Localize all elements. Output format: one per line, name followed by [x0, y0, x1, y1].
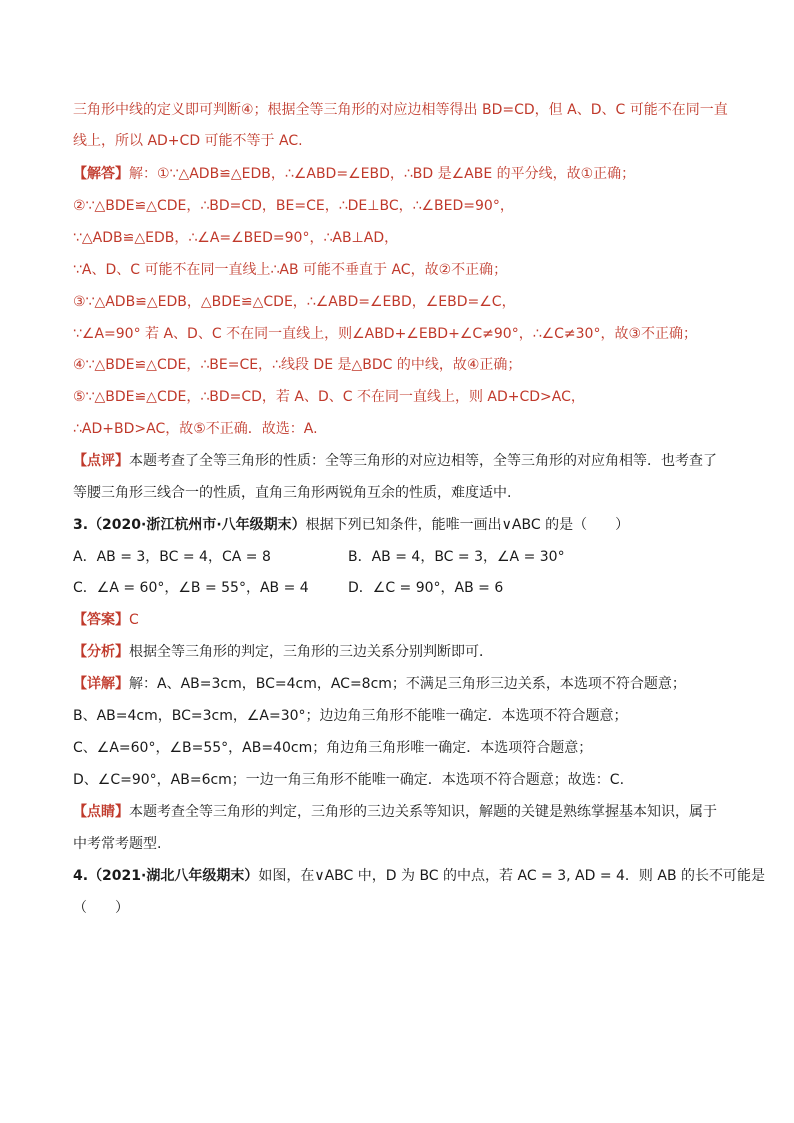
solution-text-line: ⑤∵△BDE≌△CDE，∴BD=CD，若 A、D、C 不在同一直线上，则 AD+CD>AC， — [73, 389, 585, 405]
analysis-label: 【分析】 — [73, 644, 129, 660]
question-text: 根据下列已知条件，能唯一画出∨ABC 的是（ ） — [305, 517, 630, 533]
answer-text: 解：①∵△ADB≌△EDB，∴∠ABD=∠EBD，∴BD 是∠ABE 的平分线，故①正确； — [129, 166, 636, 182]
solution-text-line: ③∵△ADB≌△EDB，△BDE≌△CDE，∴∠ABD=∠EBD，∠EBD=∠C， — [73, 294, 516, 310]
question-text: 如图，在∨ABC 中，D 为 BC 的中点，若 AC = 3, AD = 4．则 AB 的长不可能是 — [258, 868, 766, 884]
answer-row — [73, 610, 139, 630]
detail-row — [73, 674, 686, 694]
option-d: D．∠C = 90°，AB = 6 — [348, 580, 504, 596]
answer-line — [73, 164, 635, 184]
question-4-stem — [73, 866, 765, 886]
question-source: （2020·浙江杭州市·八年级期末） — [88, 517, 306, 533]
analysis-text: 根据全等三角形的判定，三角形的三边关系分别判断即可． — [129, 644, 493, 660]
solution-text-line: ②∵△BDE≌△CDE，∴BD=CD，BE=CE，∴DE⊥BC，∴∠BED=90°， — [73, 198, 514, 214]
option-c: C．∠A = 60°，∠B = 55°，AB = 4 — [73, 580, 309, 596]
detail-text: 解：A、AB=3cm，BC=4cm，AC=8cm；不满足三角形三边关系，本选项不符合题意； — [129, 676, 686, 692]
answer-blank: （ ） — [73, 900, 129, 916]
solution-text-line: 线上，所以 AD+CD 可能不等于 AC. — [73, 133, 303, 149]
analysis-row — [73, 642, 493, 662]
solution-text-line: 三角形中线的定义即可判断④；根据全等三角形的对应边相等得出 BD=CD，但 A、D、C 可能不在同一直 — [73, 102, 728, 118]
detail-text-line: B、AB=4cm，BC=3cm，∠A=30°；边边角三角形不能唯一确定．本选项不符合题意； — [73, 708, 628, 724]
question-3-stem — [73, 515, 629, 535]
comment-text: 本题考查全等三角形的判定，三角形的三边关系等知识，解题的关键是熟练掌握基本知识，属于 — [129, 804, 717, 820]
solution-text-line: ∵∠A=90° 若 A、D、C 不在同一直线上，则∠ABD+∠EBD+∠C≠90°，∴∠C≠30°，故③不正确； — [73, 326, 698, 342]
solution-text-line: ∵A、D、C 可能不在同一直线上∴AB 可能不垂直于 AC，故②不正确； — [73, 262, 508, 278]
solution-text-line: ∴AD+BD>AC，故⑤不正确．故选：A. — [73, 421, 318, 437]
comment-line — [73, 451, 717, 471]
option-b: B．AB = 4，BC = 3，∠A = 30° — [348, 549, 565, 565]
comment-text-line: 等腰三角形三线合一的性质，直角三角形两锐角互余的性质，难度适中. — [73, 485, 512, 501]
question-number: 3. — [73, 517, 89, 533]
detail-text-line: D、∠C=90°，AB=6cm；一边一角三角形不能唯一确定．本选项不符合题意；故选：C. — [73, 772, 625, 788]
option-a: A．AB = 3，BC = 4，CA = 8 — [73, 549, 271, 565]
answer-value: C — [129, 612, 139, 628]
comment-text: 本题考查了全等三角形的性质：全等三角形的对应边相等，全等三角形的对应角相等．也考查了 — [129, 453, 717, 469]
detail-label: 【详解】 — [73, 676, 129, 692]
question-number: 4. — [73, 868, 89, 884]
comment-text-line: 中考常考题型. — [73, 836, 162, 852]
answer-label: 【解答】 — [73, 166, 129, 182]
solution-text-line: ④∵△BDE≌△CDE，∴BE=CE，∴线段 DE 是△BDC 的中线，故④正确； — [73, 357, 522, 373]
question-source: （2021·湖北八年级期末） — [88, 868, 259, 884]
comment-label: 【点评】 — [73, 453, 129, 469]
comment-label: 【点睛】 — [73, 804, 129, 820]
detail-text-line: C、∠A=60°，∠B=55°，AB=40cm；角边角三角形唯一确定．本选项符合题意； — [73, 740, 593, 756]
solution-text-line: ∵△ADB≌△EDB，∴∠A=∠BED=90°，∴AB⊥AD， — [73, 230, 399, 246]
comment-row — [73, 802, 717, 822]
answer-label: 【答案】 — [73, 612, 129, 628]
